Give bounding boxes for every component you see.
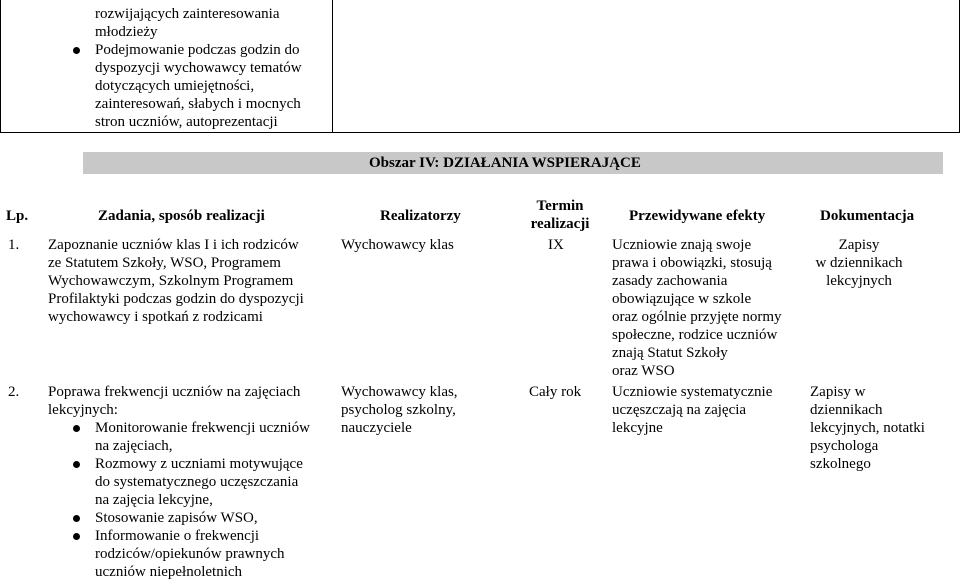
row1-task xyxy=(48,236,338,326)
row2-efekty-line: uczęszczają na zajęcia xyxy=(612,402,747,418)
row2-bullet-item xyxy=(95,455,335,509)
row2-bullet-line: na zajęciach, xyxy=(95,438,173,454)
row1-task-line: Wychowawczym, Szkolnym Programem xyxy=(48,273,294,289)
bullet-icon xyxy=(73,461,80,468)
row2-bullet-item xyxy=(95,527,335,581)
row1-efekty-line: obowiązujące w szkole xyxy=(612,291,752,307)
row2-bullet-line: na zajęcia lekcyjne, xyxy=(95,492,213,508)
row2-efekty-line: Uczniowie systematycznie xyxy=(612,384,773,400)
top-bullet-line: Podejmowanie podczas godzin do xyxy=(95,42,300,58)
top-table-border-left xyxy=(0,0,1,132)
row2-real-line: psycholog szkolny, xyxy=(341,402,456,418)
row2-bullet-line: uczniów niepełnoletnich xyxy=(95,564,243,580)
row1-dok-line: Zapisy xyxy=(838,237,880,253)
row2-bullet-item xyxy=(95,509,335,527)
row2-bullet-line: Informowanie o frekwencji xyxy=(95,528,260,544)
header-efekty: Przewidywane efekty xyxy=(629,208,766,224)
header-dokumentacja: Dokumentacja xyxy=(820,208,915,224)
top-line-1: rozwijających zainteresowania xyxy=(95,6,280,22)
row2-termin: Cały rok xyxy=(529,384,582,400)
row2-efekty xyxy=(612,383,807,437)
row2-bullet-item xyxy=(95,419,335,455)
row2-bullets xyxy=(95,419,335,581)
header-zadania: Zadania, sposób realizacji xyxy=(98,208,265,224)
row1-task-line: ze Statutem Szkoły, WSO, Programem xyxy=(48,255,281,271)
row2-task-line: lekcyjnych: xyxy=(48,402,118,418)
row2-dok-line: psychologa xyxy=(810,438,879,454)
header-termin-line: realizacji xyxy=(530,216,590,232)
top-line-2: młodzieży xyxy=(95,24,158,40)
header-termin-line: Termin xyxy=(536,198,584,214)
row2-bullet-line: Stosowanie zapisów WSO, xyxy=(95,510,258,526)
top-row-text xyxy=(95,5,330,131)
header-realizatorzy: Realizatorzy xyxy=(380,208,461,224)
row2-task xyxy=(48,383,338,419)
row1-efekty-line: znają Statut Szkoły xyxy=(612,345,728,361)
row2-task-line: Poprawa frekwencji uczniów na zajęciach xyxy=(48,384,301,400)
row1-efekty-line: oraz ogólnie przyjęte normy xyxy=(612,309,782,325)
top-bullet-line: dotyczących umiejętności, xyxy=(95,78,255,94)
row1-task-line: Profilaktyki podczas godzin do dyspozycji xyxy=(48,291,304,307)
row2-bullet-line: rodziców/opiekunów prawnych xyxy=(95,546,285,562)
row2-efekty-line: lekcyjne xyxy=(612,420,663,436)
row1-efekty-line: społeczne, rodzice uczniów xyxy=(612,327,778,343)
header-termin xyxy=(520,197,600,233)
row1-efekty-line: oraz WSO xyxy=(612,363,675,379)
top-bullet-line: dyspozycji wychowawcy tematów xyxy=(95,60,302,76)
row2-dok-line: Zapisy w xyxy=(810,384,866,400)
row2-real-line: Wychowawcy klas, xyxy=(341,384,458,400)
section-title: Obszar IV: DZIAŁANIA WSPIERAJĄCE xyxy=(369,155,641,171)
top-table-divider xyxy=(332,0,333,132)
top-bullet-line: stron uczniów, autoprezentacji xyxy=(95,114,278,130)
row2-bullet-line: Rozmowy z uczniami motywujące xyxy=(95,456,303,472)
row1-efekty xyxy=(612,236,807,380)
top-table-border-bottom xyxy=(0,132,960,133)
row1-efekty-line: zasady zachowania xyxy=(612,273,728,289)
row2-real-line: nauczyciele xyxy=(341,420,412,436)
row1-dokumentacja xyxy=(804,236,914,290)
row2-realizatorzy xyxy=(341,383,511,437)
row2-dok-line: lekcyjnych, notatki xyxy=(810,420,925,436)
row2-bullet-line: do systematycznego uczęszczania xyxy=(95,474,299,490)
row2-dokumentacja xyxy=(810,383,950,473)
row1-task-line: wychowawcy i spotkań z rodzicami xyxy=(48,309,263,325)
row1-realizatorzy: Wychowawcy klas xyxy=(341,237,454,253)
row2-dok-line: dziennikach xyxy=(810,402,883,418)
row1-termin: IX xyxy=(548,237,564,253)
row2-bullet-line: Monitorowanie frekwencji uczniów xyxy=(95,420,310,436)
top-bullet-line: zainteresowań, słabych i mocnych xyxy=(95,96,301,112)
header-lp: Lp. xyxy=(6,208,29,224)
bullet-icon xyxy=(73,47,80,54)
row2-number: 2. xyxy=(8,384,20,400)
row1-efekty-line: Uczniowie znają swoje xyxy=(612,237,752,253)
bullet-icon xyxy=(73,533,80,540)
row1-efekty-line: prawa i obowiązki, stosują xyxy=(612,255,772,271)
top-bullet-item xyxy=(95,41,330,131)
bullet-icon xyxy=(73,425,80,432)
row2-dok-line: szkolnego xyxy=(810,456,871,472)
row1-number: 1. xyxy=(8,237,20,253)
row1-dok-line: lekcyjnych xyxy=(826,273,892,289)
row1-dok-line: w dziennikach xyxy=(815,255,903,271)
row1-task-line: Zapoznanie uczniów klas I i ich rodziców xyxy=(48,237,299,253)
bullet-icon xyxy=(73,515,80,522)
